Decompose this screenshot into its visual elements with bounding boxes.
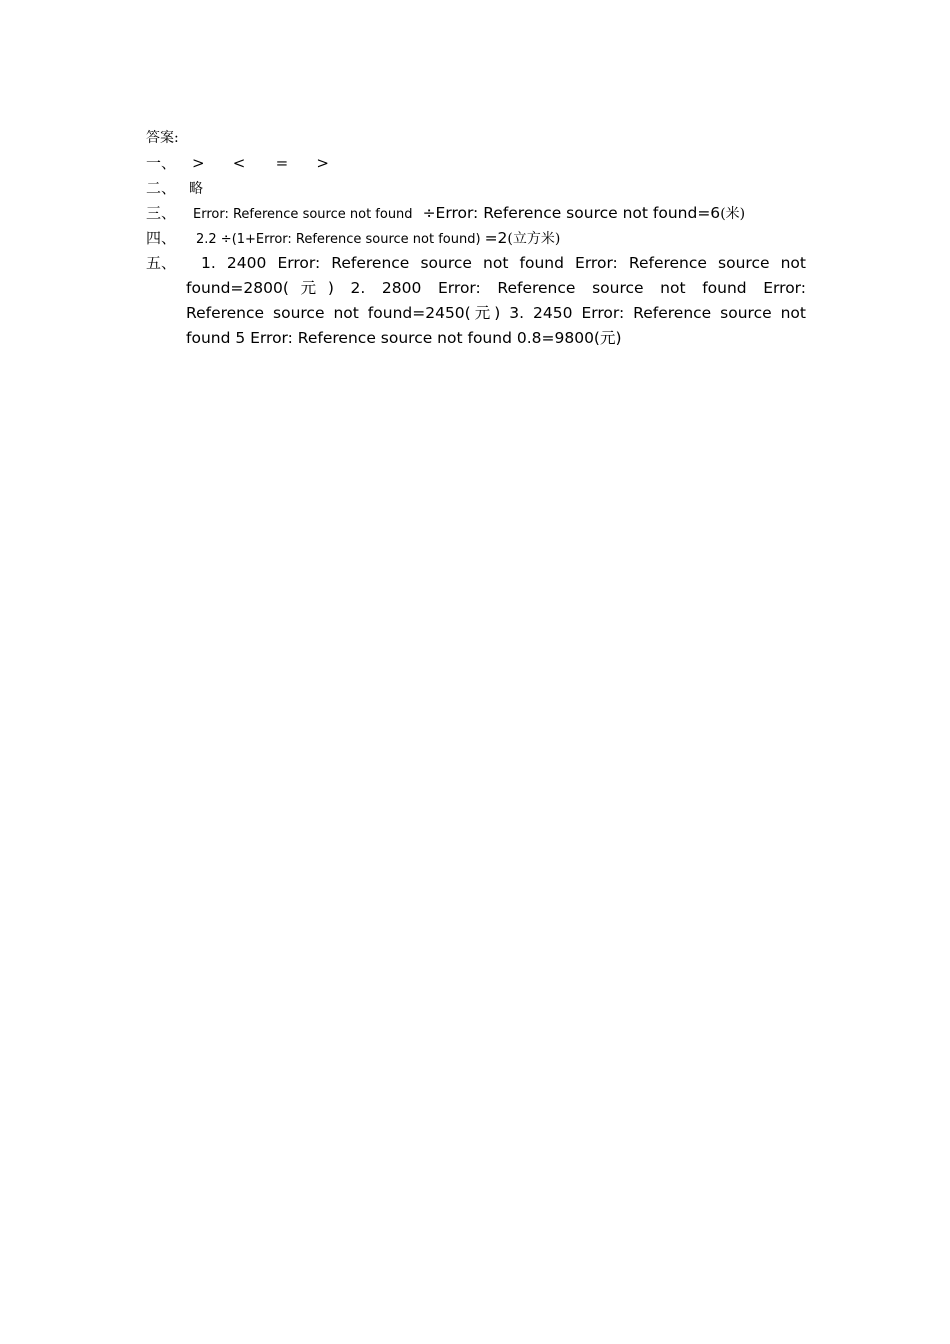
item-number: 三、 [146, 204, 177, 222]
item-number: 五、 [146, 254, 177, 272]
item-5-line: found=2800(元) 2. 2800 Error: Reference source not found Error: [186, 279, 806, 297]
item-text: 略 [189, 181, 203, 197]
unit-text: (立方米) [507, 231, 561, 247]
answer-content [146, 126, 806, 351]
equation-text: ÷Error: Reference source not found=6 [422, 204, 721, 222]
answer-item-4 [146, 226, 806, 251]
symbol-greater: > [316, 154, 329, 172]
answer-item-5 [146, 251, 806, 351]
item-5-line: found 5 Error: Reference source not found 0.8=9800(元) [186, 329, 622, 347]
item-5-line: 1. 2400 Error: Reference source not found Error: Reference source not [201, 254, 806, 272]
answer-item-1 [146, 151, 806, 176]
item-5-body [186, 251, 806, 351]
item-number: 四、 [146, 229, 177, 247]
equation-text: 2.2 ÷(1+Error: Reference source not found) [196, 232, 481, 247]
symbol-greater: > [192, 154, 205, 172]
symbol-less: < [232, 154, 246, 172]
symbol-equal: = [275, 154, 289, 172]
answer-item-3 [146, 201, 806, 226]
equation-result: =2 [484, 229, 508, 247]
answer-heading [146, 126, 806, 151]
comparison-symbols [192, 151, 329, 176]
unit-text: (米) [720, 206, 746, 222]
heading-text: 答案: [146, 130, 179, 146]
reference-error-text: Error: Reference source not found [193, 207, 413, 222]
item-number: 二、 [146, 179, 177, 197]
item-5-line: Reference source not found=2450(元) 3. 2450 Error: Reference source not [186, 304, 806, 322]
answer-item-2 [146, 176, 806, 201]
item-number: 一、 [146, 154, 177, 172]
